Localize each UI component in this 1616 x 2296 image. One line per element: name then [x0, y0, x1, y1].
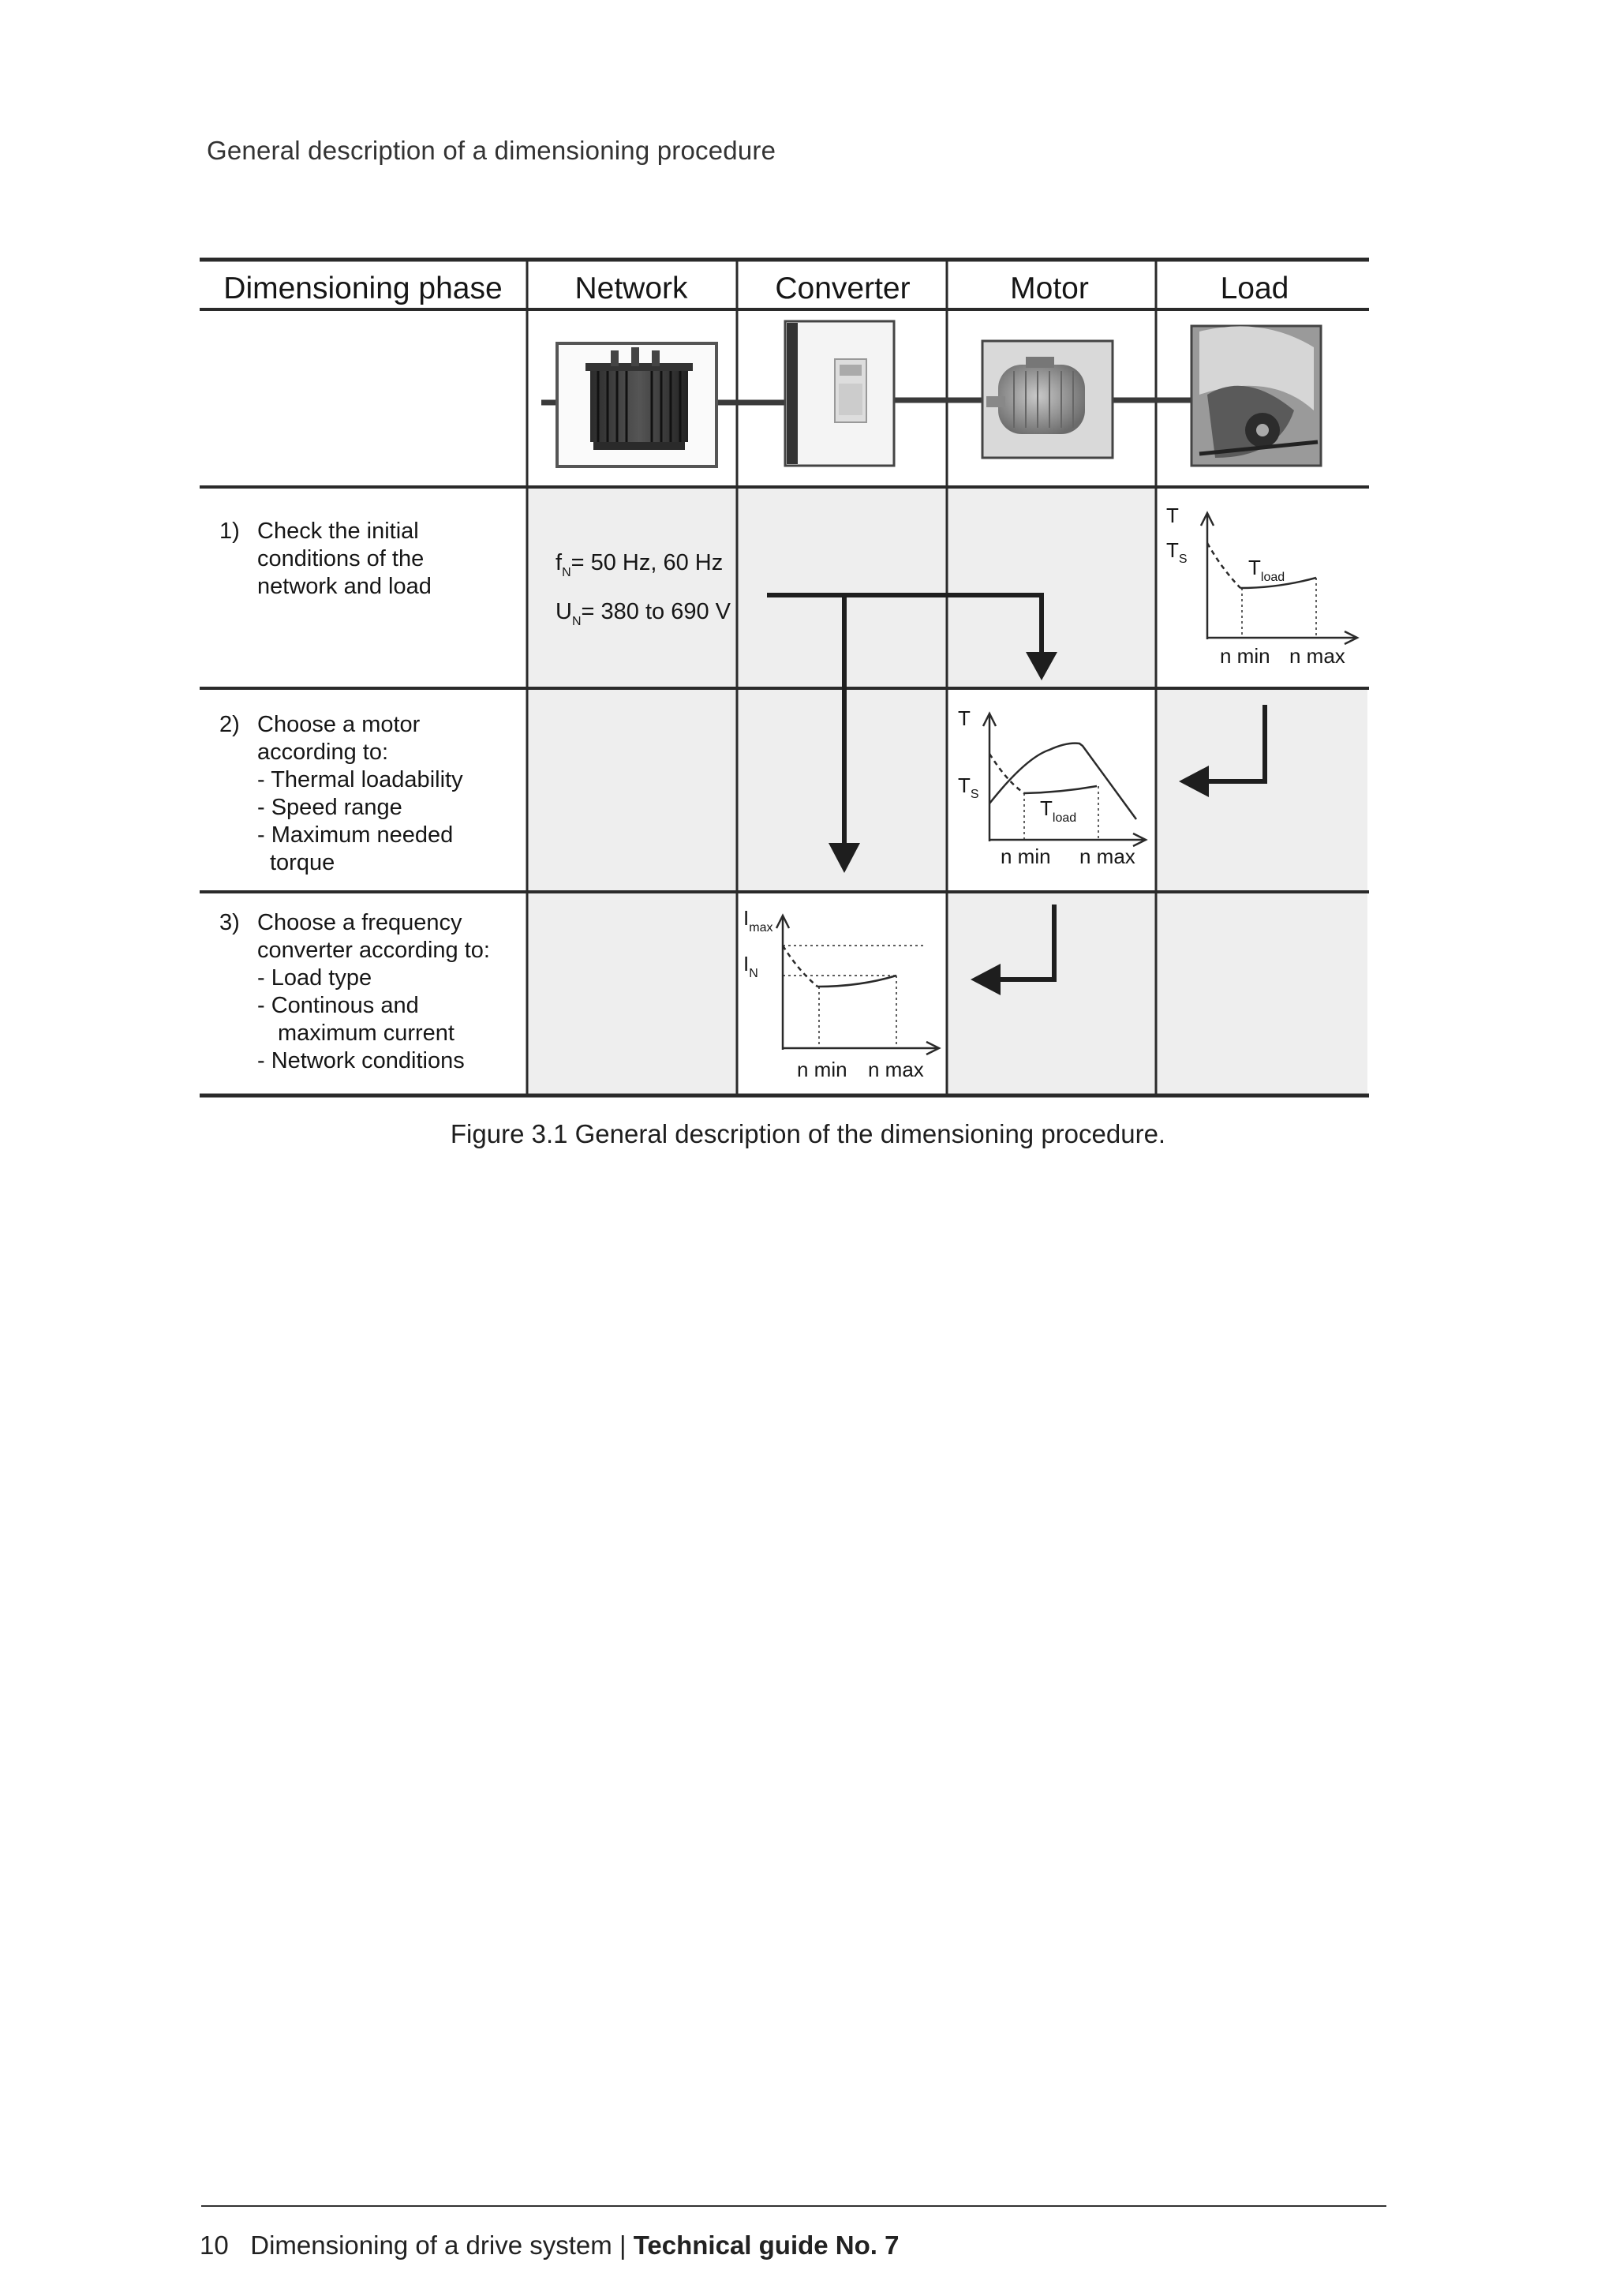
axis-label-ts: $T_S$ [1166, 538, 1188, 566]
phase-line: - Thermal loadability [257, 767, 463, 792]
header-load: Load [1220, 272, 1289, 305]
phase-line: - Load type [257, 965, 372, 991]
network-voltage: $U_N= 380$ to 690 V [556, 599, 731, 628]
phase-number: 2) [219, 712, 240, 737]
axis-label-t: T [1166, 504, 1179, 527]
phase-line: - Maximum needed [257, 822, 454, 848]
tick-label-nmax: n max [868, 1058, 924, 1081]
axis-label-t: T [958, 706, 971, 730]
dimensioning-procedure-figure [0, 0, 1616, 1121]
tick-label-nmin: n min [1220, 644, 1270, 668]
axis-label-imax: $I_{max}$ [743, 906, 773, 935]
phase-number: 1) [219, 519, 240, 544]
footer-rule [201, 2205, 1386, 2207]
running-header: General description of a dimensioning procedure [207, 136, 776, 165]
phase-line: conditions of the [257, 546, 425, 571]
phase-line: Choose a frequency [257, 910, 462, 935]
axis-label-ts: $T_S$ [958, 773, 979, 801]
converter-image [785, 321, 894, 466]
phase-line: - Network conditions [257, 1048, 465, 1073]
phase-2-text [219, 712, 463, 875]
phase-line: - Speed range [257, 795, 402, 820]
phase-line: network and load [257, 574, 432, 599]
phase-line: according to: [257, 740, 389, 765]
phase-line: maximum current [278, 1021, 454, 1046]
axis-label-in: $I_N$ [743, 952, 758, 980]
figure-caption: Figure 3.1 General description of the dimensioning procedure. [450, 1119, 1166, 1148]
footer-section: Dimensioning of a drive system [250, 2230, 612, 2260]
tick-label-nmin: n min [797, 1058, 847, 1081]
header-network: Network [574, 272, 688, 305]
tick-label-nmin: n min [1001, 845, 1051, 868]
tick-label-nmax: n max [1289, 644, 1345, 668]
curve-label-tload: $T_{load}$ [1040, 796, 1077, 825]
header-dimensioning-phase: Dimensioning phase [223, 272, 503, 305]
phase-line: converter according to: [257, 938, 490, 963]
motor-image [982, 341, 1113, 458]
phase-line: - Continous and [257, 993, 419, 1018]
network-frequency: $f_N= 50$ Hz, 60 Hz [556, 550, 724, 579]
converter-current-graph [743, 906, 939, 1081]
phase-line: torque [270, 850, 335, 875]
fan-load-image [1191, 326, 1321, 466]
motor-torque-graph [958, 706, 1146, 868]
curve-label-tload: $T_{load}$ [1248, 556, 1285, 584]
phase-line: Choose a motor [257, 712, 421, 737]
page-footer [200, 2230, 899, 2260]
page-number: 10 [200, 2230, 229, 2260]
phase-1-text [219, 519, 432, 599]
footer-separator: | [619, 2230, 627, 2260]
phase-line: Check the initial [257, 519, 419, 544]
transformer-image [557, 343, 716, 466]
header-converter: Converter [775, 272, 911, 305]
phase-number: 3) [219, 910, 240, 935]
phase-3-text [219, 910, 490, 1073]
tick-label-nmax: n max [1079, 845, 1135, 868]
header-motor: Motor [1010, 272, 1089, 305]
load-torque-graph [1166, 504, 1357, 668]
column-headers [223, 272, 1289, 305]
footer-guide-title: Technical guide No. 7 [633, 2230, 900, 2260]
